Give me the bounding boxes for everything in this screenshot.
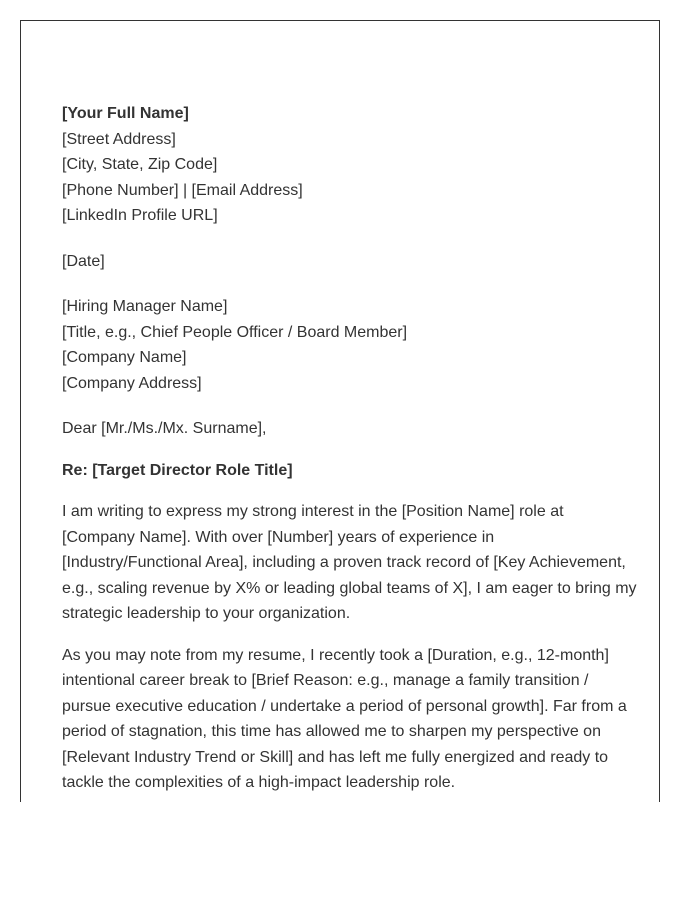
- letter-content: [62, 101, 637, 812]
- sender-street: [Street Address]: [62, 130, 176, 148]
- date-block: [62, 249, 637, 275]
- recipient-title: [Title, e.g., Chief People Officer / Board Member]: [62, 323, 408, 341]
- recipient-name: [Hiring Manager Name]: [62, 298, 228, 315]
- letter-page: [20, 20, 660, 802]
- subject-line: Re: [Target Director Role Title]: [62, 461, 293, 479]
- salutation: Dear [Mr./Ms./Mx. Surname],: [62, 420, 267, 437]
- recipient-block: [62, 294, 637, 396]
- body-paragraph-1: I am writing to express my strong interest in the [Position Name] role at [Company Name]. With over [Number] years of experience in [Industry/Functional Area], including a proven track record of [Key Achievement, e.g., scaling revenue by X% or leading global teams of X], I am eager to bring my strategic leadership to your organization.: [62, 503, 637, 622]
- body-paragraph-2: As you may note from my resume, I recently took a [Duration, e.g., 12-month] intentional career break to [Brief Reason: e.g., manage a family transition / pursue executive education / undertake a period of personal growth]. Far from a period of stagnation, this time has allowed me to sharpen my perspective on [Relevant Industry Trend or Skill] and has left me fully energized and ready to tackle the complexities of a high-impact leadership role.: [62, 646, 627, 791]
- sender-linkedin: [LinkedIn Profile URL]: [62, 207, 218, 224]
- sender-city-state-zip: [City, State, Zip Code]: [62, 156, 218, 173]
- sender-name: [Your Full Name]: [62, 105, 189, 122]
- sender-block: [62, 101, 637, 229]
- recipient-address: [Company Address]: [62, 374, 202, 392]
- letter-date: [Date]: [62, 252, 105, 270]
- sender-phone-email: [Phone Number] | [Email Address]: [62, 181, 303, 199]
- recipient-company: [Company Name]: [62, 349, 187, 366]
